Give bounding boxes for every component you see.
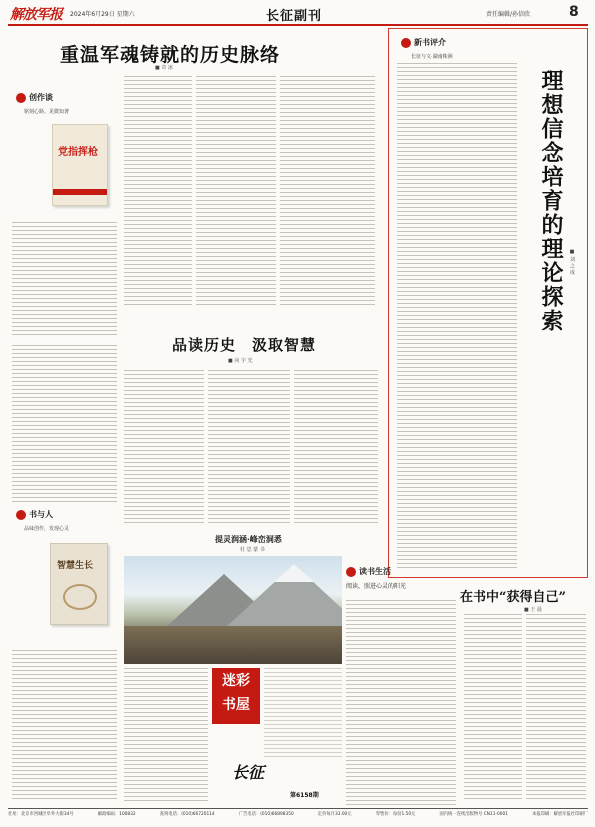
stamp-line-2: 书屋: [222, 697, 250, 713]
creation-tag-label: 创作谈: [29, 92, 53, 102]
book-cover-mark: [63, 584, 97, 610]
main-article-author: ■ 奇 冰: [155, 65, 173, 71]
reading-notes-tag: [346, 566, 406, 590]
main-article-col-1: [124, 76, 192, 306]
footer-postcode: 邮政编码：100832: [97, 812, 136, 817]
left-column-text-3: [12, 650, 117, 802]
reading-notes-photo: [124, 556, 342, 664]
book-people-cover: [50, 543, 108, 625]
main-article-title: 重温军魂铸就的历史脉络: [60, 44, 281, 66]
book-review-tag-label: 新书评介: [414, 37, 446, 47]
reading-notes-quote: 提灵润涵·峰峦洞悉: [215, 534, 282, 544]
newspaper-logo: 解放军报: [10, 7, 62, 23]
reading-notes-tag-label: 读书生活: [359, 566, 391, 576]
creation-subtitle: 铭刻心路、见微知著: [24, 109, 70, 115]
footer: [8, 811, 588, 821]
book-people-tag: [16, 509, 53, 520]
reading-notes-col-mid: [264, 668, 342, 758]
footer-cn: 国内统一连续出版物号 CN11-0001: [439, 812, 508, 817]
main-article-col-2: [196, 76, 276, 306]
middle-article-title: 品读历史 汲取智慧: [172, 336, 317, 354]
middle-article-col-3: [294, 370, 378, 525]
reading-notes-quote-author: 杜 思 蒙 书: [240, 547, 265, 553]
main-article-col-3: [280, 76, 375, 306]
book-people-title: 智慧生长: [57, 561, 94, 571]
editor-credit: 责任编辑/孙信欣: [486, 11, 531, 18]
footer-printer: 本报印刷：解放军报社印刷厂: [532, 812, 588, 817]
mountain-snow: [274, 564, 314, 582]
footer-price: 定价每月33.00元: [317, 812, 352, 817]
issue-date: 2024年6月29日 星期六: [70, 11, 135, 18]
left-column-text-2: [12, 345, 117, 505]
book-review-col-1: [397, 63, 517, 571]
masthead-rule: [8, 24, 588, 26]
book-review-tag: [401, 37, 446, 48]
section-dot-icon: [346, 567, 356, 577]
calligraphy-mark: 长征: [232, 763, 265, 782]
reading-notes-headline: 阅读，照进心灵的阳光: [346, 583, 407, 590]
left-column-text-1: [12, 222, 117, 338]
page-number: 8: [569, 4, 579, 20]
reading-notes-col-left: [124, 668, 208, 802]
section-dot-icon: [16, 93, 26, 103]
book-review-headline: 理想信念培育的理论探索: [538, 69, 564, 333]
section-title: 长征副刊: [266, 9, 323, 24]
creation-book-cover: [52, 124, 108, 206]
footer-ad-phone: 广告电话：(010)66898350: [238, 812, 294, 817]
footer-address: 社址：北京市西城区阜外大街34号: [8, 812, 74, 817]
bottom-right-col-2: [526, 614, 586, 802]
masthead: [8, 3, 588, 25]
book-review-byline: ■ 刘 之 成: [569, 249, 575, 275]
footer-phone: 查询电话：(010)66720114: [159, 812, 215, 817]
section-dot-icon: [401, 38, 411, 48]
stamp-line-1: 迷彩: [222, 673, 250, 689]
book-people-subtitle: 品味创作，发现心灵: [24, 526, 70, 532]
bottom-right-article-author: ■ 王 晨: [524, 607, 542, 613]
book-people-tag-label: 书与人: [29, 509, 53, 519]
footer-rule: [8, 808, 588, 809]
middle-article-col-2: [208, 370, 290, 525]
middle-article-author: ■ 向 宇 光: [228, 358, 253, 364]
camo-bookhouse-stamp: [212, 668, 260, 724]
reading-notes-col-right: [346, 600, 456, 805]
valley-ground: [124, 626, 342, 664]
section-dot-icon: [16, 510, 26, 520]
bottom-right-col-1: [464, 614, 522, 802]
footer-retail: 零售价：每份1.50元: [375, 812, 416, 817]
book-review-author-line: 长征与文·湖南株洲: [411, 54, 453, 60]
middle-article-col-1: [124, 370, 204, 525]
book-review-box: [388, 28, 588, 578]
creation-book-title: 党指挥枪: [58, 147, 98, 158]
book-cover-band: [53, 189, 107, 195]
reading-notes-tag-row: [346, 566, 406, 577]
sidebar-book-people: [10, 505, 120, 645]
bottom-right-article-title: 在书中“获得自己”: [460, 590, 566, 605]
creation-tag: [16, 92, 53, 103]
issue-number: 第6158期: [290, 792, 319, 799]
sidebar-creation: [10, 88, 120, 218]
